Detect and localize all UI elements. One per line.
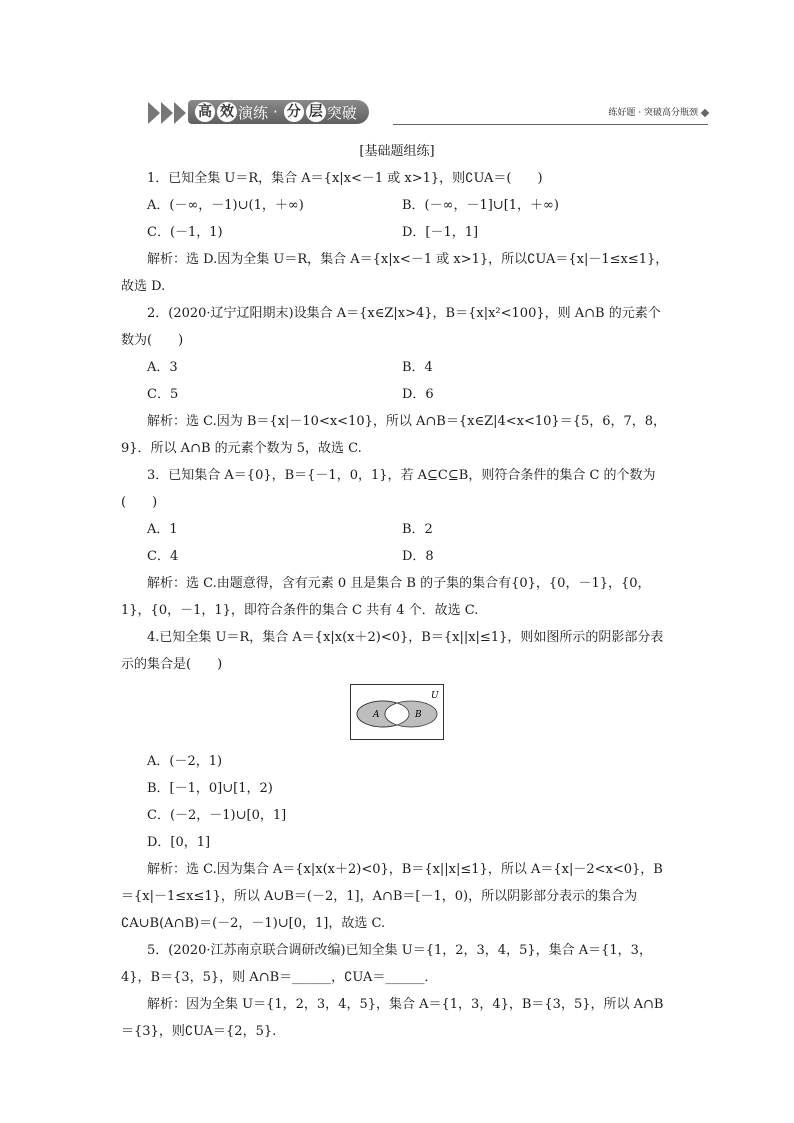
venn-diagram-wrapper <box>121 684 673 740</box>
banner-rule <box>393 124 708 125</box>
option: B．4 <box>402 360 433 375</box>
option: A．1 <box>147 522 178 537</box>
venn-label-u: U <box>431 691 439 701</box>
option: B．2 <box>402 522 433 537</box>
venn-label-b: B <box>415 710 422 720</box>
banner-char: 效 <box>217 102 237 122</box>
question-stem: 2．(2020·辽宁辽阳期末)设集合 A＝{x∈Z|x>4}，B＝{x|x²<100}，则 A∩B 的元素个数为( ) <box>121 306 661 348</box>
venn-diagram <box>350 684 444 740</box>
banner-slogan-text: 练好题 · 突破高分瓶颈 <box>608 108 698 118</box>
banner-slogan <box>608 105 708 118</box>
question-stem: 5．(2020·江苏南京联合调研改编)已知全集 U＝{1，2，3，4，5}，集合 A＝{1，3，4}，B＝{3，5}，则 A∩B＝______，∁UA＝______． <box>121 943 652 985</box>
question-stem: 3．已知集合 A＝{0}，B＝{－1，0，1}，若 A⊆C⊆B，则符合条件的集合 C 的个数为( ) <box>121 468 656 510</box>
option-row <box>121 354 673 381</box>
question-stem: 1．已知全集 U＝R，集合 A＝{x|x<－1 或 x>1}，则∁UA＝( ) <box>147 171 543 186</box>
option: C．(－1，1) <box>147 225 223 240</box>
venn-label-a: A <box>373 710 380 720</box>
option: B．[－1，0]∪[1，2) <box>147 781 273 796</box>
exercise-content <box>121 138 673 1045</box>
option: A．3 <box>147 360 178 375</box>
explanation: 解析：因为全集 U＝{1，2，3，4，5}，集合 A＝{1，3，4}，B＝{3，5}，所以 A∩B＝{3}，则∁UA＝{2，5}. <box>121 997 664 1039</box>
diamond-icon <box>701 108 709 116</box>
option: C．(－2，－1)∪[0，1] <box>147 808 287 823</box>
option: A．(－2，1) <box>147 754 223 769</box>
explanation: 解析：选 C.因为集合 A＝{x|x(x＋2)<0}，B＝{x||x|≤1}，所以 A＝{x|－2<x<0}，B＝{x|－1≤x≤1}，所以 A∪B＝(－2，1]，A∩B＝[－1，0)，所以阴影部分表示的集合为∁A∪B(A∩B)＝(－2，－1)∪[0，1]，故选 C. <box>121 862 663 931</box>
option: C．4 <box>147 549 179 564</box>
chevron-right-icon <box>148 102 160 124</box>
option: D．[－1，1] <box>402 225 479 240</box>
option-row <box>121 192 673 219</box>
banner-char: 层 <box>306 102 326 122</box>
option: D．6 <box>402 387 434 402</box>
option: D．[0，1] <box>147 835 211 850</box>
banner-dot: · <box>273 103 278 121</box>
option-row <box>121 381 673 408</box>
explanation: 解析：选 C.由题意得，含有元素 0 且是集合 B 的子集的集合有{0}，{0，－1}，{0，1}，{0，－1，1}，即符合条件的集合 C 共有 4 个．故选 C. <box>121 576 651 618</box>
option: A．(－∞，－1)∪(1，＋∞) <box>147 198 304 213</box>
question-stem: 4.已知全集 U＝R，集合 A＝{x|x(x＋2)<0}，B＝{x||x|≤1}，则如图所示的阴影部分表示的集合是( ) <box>121 630 664 672</box>
section-title: [基础题组练] <box>359 144 435 159</box>
explanation: 解析：选 D.因为全集 U＝R，集合 A＝{x|x<－1 或 x>1}，所以∁UA＝{x|－1≤x≤1}，故选 D. <box>121 252 669 294</box>
option: B．(－∞，－1]∪[1，＋∞) <box>402 198 559 213</box>
option-row <box>121 516 673 543</box>
chevron-right-icon <box>161 102 173 124</box>
banner-char: 分 <box>284 102 304 122</box>
option: C．5 <box>147 387 179 402</box>
option-row <box>121 219 673 246</box>
explanation: 解析：选 C.因为 B＝{x|－10<x<10}，所以 A∩B＝{x∈Z|4<x<10}＝{5，6，7，8，9}．所以 A∩B 的元素个数为 5，故选 C. <box>121 414 667 456</box>
banner-text: 演练 <box>238 103 269 122</box>
banner-title <box>188 100 369 124</box>
option: D．8 <box>402 549 434 564</box>
chevron-right-icon <box>174 102 186 124</box>
section-banner <box>148 100 708 128</box>
option-row <box>121 543 673 570</box>
banner-char: 高 <box>195 102 215 122</box>
banner-text: 突破 <box>326 103 357 122</box>
